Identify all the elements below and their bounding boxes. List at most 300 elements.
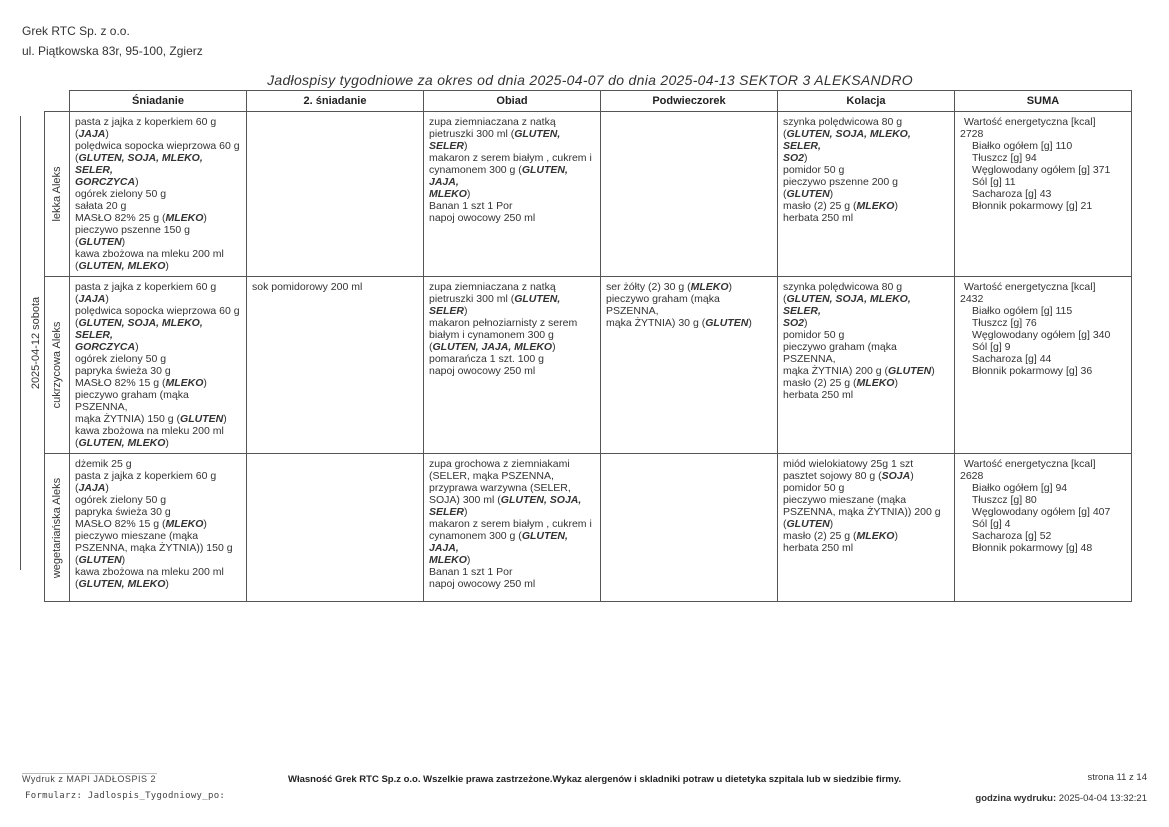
meal-line [75, 176, 241, 188]
meal-text: makaron z serem białym , cukrem i [429, 152, 592, 164]
meal-line [429, 317, 595, 329]
nutrition-line: Wartość energetyczna [kcal] [964, 458, 1096, 470]
meal-text: ( [783, 128, 787, 140]
print-time-value: 2025-04-04 13:32:21 [1058, 793, 1147, 804]
diet-label: cukrzycowa Aleks [51, 321, 63, 409]
diet-row [45, 454, 1132, 602]
meal-text: makaron z serem białym , cukrem i [429, 518, 592, 530]
meal-line [75, 425, 241, 437]
meal-line [783, 530, 949, 542]
meal-line [75, 224, 241, 248]
nutrition-line: Tłuszcz [g] 80 [972, 494, 1037, 506]
meal-text: ( [75, 128, 79, 140]
meal-text: ( [75, 482, 79, 494]
meal-text: ) [203, 377, 207, 389]
meal-text: pomidor 50 g [783, 164, 845, 176]
meal-line [429, 140, 595, 152]
meal-line [429, 353, 595, 365]
meal-text: ) [829, 188, 834, 200]
meal-cell [601, 454, 778, 602]
diet-row [45, 112, 1132, 277]
meal-text: kawa zbożowa na mleku 200 ml [75, 248, 224, 260]
nutrition-line: 2432 [960, 293, 984, 305]
print-time [975, 793, 1147, 804]
footer-source: Wydruk z MAPI JADŁOSPIS 2 [22, 774, 156, 784]
meal-text: ) [804, 152, 808, 164]
meal-cell [247, 454, 424, 602]
meal-text: kawa zbożowa na mleku 200 ml [75, 425, 224, 437]
meal-line [783, 116, 949, 128]
meal-text: Banan 1 szt 1 Por [429, 200, 513, 212]
meal-line [606, 281, 772, 293]
meal-line [429, 281, 595, 293]
meal-cell [247, 112, 424, 277]
allergen-text: MLEKO [165, 518, 204, 530]
meal-text: pomidor 50 g [783, 482, 845, 494]
meal-text: ) [105, 293, 109, 305]
meal-cell [70, 277, 247, 454]
column-header: Obiad [424, 91, 601, 112]
date-label: 2025-04-12 sobota [30, 296, 42, 390]
meal-line [75, 458, 241, 470]
meal-text: ) [165, 578, 169, 590]
meal-text: ( [75, 260, 79, 272]
meal-line [75, 305, 241, 317]
meal-line [783, 506, 949, 518]
meal-text: ) [552, 341, 556, 353]
meal-line [606, 317, 772, 329]
allergen-text: GLUTEN, MLEKO [78, 437, 166, 449]
meal-line [75, 248, 241, 260]
meal-line [429, 341, 595, 353]
meal-text: masło (2) 25 g ( [783, 377, 857, 389]
nutrition-line: Białko ogółem [g] 110 [972, 140, 1073, 152]
meal-text: napoj owocowy 250 ml [429, 578, 536, 590]
meal-text: cynamonem 300 g ( [429, 164, 522, 176]
allergen-text: GLUTEN, JAJA, [429, 530, 568, 554]
allergen-text: GLUTEN [786, 188, 830, 200]
meal-text: polędwica sopocka wieprzowa 60 g [75, 305, 240, 317]
meal-line [783, 518, 949, 530]
meal-text: ( [75, 578, 79, 590]
meal-text: pieczywo mieszane (mąka [75, 530, 199, 542]
meal-text: ogórek zielony 50 g [75, 188, 167, 200]
meal-text: masło (2) 25 g ( [783, 200, 857, 212]
nutrition-line: Tłuszcz [g] 94 [972, 152, 1037, 164]
page-number: strona 11 z 14 [1087, 772, 1147, 783]
nutrition-line: 2728 [960, 128, 984, 140]
meal-text: ) [464, 140, 468, 152]
meal-text: ) [829, 518, 834, 530]
meal-line [75, 116, 241, 128]
nutrition-line: Błonnik pokarmowy [g] 48 [972, 542, 1093, 554]
allergen-text: SO2 [783, 317, 805, 329]
meal-line [429, 200, 595, 212]
meal-line [783, 329, 949, 341]
allergen-text: SO2 [783, 152, 805, 164]
meal-line [429, 365, 595, 377]
meal-text: pieczywo graham (mąka PSZENNA, [783, 341, 897, 365]
meal-text: pomidor 50 g [783, 329, 845, 341]
meal-line [429, 458, 595, 470]
meal-line [75, 482, 241, 494]
meal-text: PSZENNA, mąka ŻYTNIA)) 150 g [75, 542, 233, 554]
nutrition-line: Błonnik pokarmowy [g] 21 [972, 200, 1093, 212]
meal-text: polędwica sopocka wieprzowa 60 g [75, 140, 240, 152]
print-time-label: godzina wydruku: [975, 793, 1057, 804]
nutrition-line: Sacharoza [g] 52 [972, 530, 1052, 542]
allergen-text: GLUTEN [180, 413, 224, 425]
meal-cell [70, 454, 247, 602]
allergen-text: MLEKO [429, 554, 467, 566]
meal-text: ( [429, 341, 433, 353]
meal-line [75, 200, 241, 212]
meal-line [75, 281, 241, 293]
column-header: 2. śniadanie [247, 91, 424, 112]
allergen-text: GLUTEN, SOJA, [500, 494, 582, 506]
meal-text: herbata 250 ml [783, 542, 854, 554]
meal-text: herbata 250 ml [783, 389, 854, 401]
nutrition-line: Węglowodany ogółem [g] 340 [972, 329, 1111, 341]
meal-line [429, 128, 595, 140]
meal-line [429, 518, 595, 530]
meal-text: dżemik 25 g [75, 458, 132, 470]
meal-cell [247, 277, 424, 454]
meal-text: ) [804, 317, 808, 329]
meal-text: pieczywo pszenne 200 g ( [783, 176, 898, 200]
meal-text: ) [894, 377, 898, 389]
meal-line [75, 353, 241, 365]
meal-text: pasta z jajka z koperkiem 60 g [75, 116, 217, 128]
meal-line [783, 200, 949, 212]
diet-cell [45, 112, 70, 277]
allergen-text: GLUTEN, SOJA, MLEKO, SELER, [75, 152, 203, 176]
meal-text: ) [466, 554, 471, 566]
allergen-text: MLEKO [165, 212, 204, 224]
meal-text: zupa ziemniaczana z natką [429, 281, 556, 293]
meal-line [783, 281, 949, 293]
meal-text: ) [105, 128, 109, 140]
meal-line [75, 389, 241, 413]
diet-label: wegetariańska Aleks [51, 477, 63, 578]
document-title: Jadłospisy tygodniowe za okres od dnia 2025-04-07 do dnia 2025-04-13 SEKTOR 3 ALEKSANDRO [267, 72, 913, 88]
allergen-text: GLUTEN [888, 365, 932, 377]
meal-text: sok pomidorowy 200 ml [252, 281, 363, 293]
meal-text: herbata 250 ml [783, 212, 854, 224]
allergen-text: SELER [429, 305, 465, 317]
meal-text: pieczywo pszenne 150 g ( [75, 224, 190, 248]
nutrition-line: Białko ogółem [g] 94 [972, 482, 1068, 494]
meal-line [783, 458, 949, 470]
company-name: Grek RTC Sp. z o.o. [22, 24, 130, 38]
column-header: SUMA [955, 91, 1132, 112]
meal-text: pieczywo mieszane (mąka [783, 494, 907, 506]
allergen-text: JAJA [78, 482, 106, 494]
column-header: Podwieczorek [601, 91, 778, 112]
allergen-text: GLUTEN, JAJA, [429, 164, 568, 188]
meal-text: pasta z jajka z koperkiem 60 g [75, 281, 217, 293]
meal-line [75, 140, 241, 152]
allergen-text: MLEKO [165, 377, 204, 389]
nutrition-line: Błonnik pokarmowy [g] 36 [972, 365, 1093, 377]
meal-line [75, 518, 241, 530]
allergen-text: MLEKO [690, 281, 729, 293]
meal-line [75, 530, 241, 542]
meal-line [783, 470, 949, 482]
meal-text: ) [728, 281, 733, 293]
nutrition-line: Sól [g] 9 [972, 341, 1011, 353]
meal-line [429, 188, 595, 200]
meal-line [75, 188, 241, 200]
sum-cell [955, 454, 1132, 602]
meal-line [429, 164, 595, 188]
meal-text: MASŁO 82% 15 g ( [75, 377, 166, 389]
allergen-text: GLUTEN, SOJA, MLEKO, SELER, [783, 293, 911, 317]
nutrition-line: Sacharoza [g] 44 [972, 353, 1052, 365]
allergen-text: GLUTEN [78, 554, 122, 566]
allergen-text: GLUTEN, [514, 128, 561, 140]
meal-text: miód wielokiatowy 25g 1 szt [783, 458, 914, 470]
meal-line [252, 281, 418, 293]
allergen-text: GLUTEN [705, 317, 749, 329]
meal-line [783, 482, 949, 494]
meal-line [429, 212, 595, 224]
sum-cell [955, 277, 1132, 454]
meal-line [783, 542, 949, 554]
meal-line [429, 506, 595, 518]
meal-line [75, 212, 241, 224]
meal-cell [601, 112, 778, 277]
meal-text: mąka ŻYTNIA) 150 g ( [75, 413, 181, 425]
meal-line [75, 128, 241, 140]
meal-text: sałata 20 g [75, 200, 127, 212]
meal-text: ) [165, 437, 169, 449]
meal-text: ogórek zielony 50 g [75, 494, 167, 506]
meal-line [783, 128, 949, 152]
meal-text: SOJA) 300 ml ( [429, 494, 501, 506]
meal-text: mąka ŻYTNIA) 200 g ( [783, 365, 889, 377]
meal-line [75, 437, 241, 449]
meal-line [783, 494, 949, 506]
header-row [45, 91, 1132, 112]
meal-cell [778, 277, 955, 454]
allergen-text: SOJA [881, 470, 911, 482]
meal-line [783, 176, 949, 200]
meal-text: ( [75, 293, 79, 305]
meal-line [783, 293, 949, 317]
meal-text: pietruszki 300 ml ( [429, 293, 515, 305]
meal-text: ) [135, 176, 139, 188]
meal-cell [601, 277, 778, 454]
meal-text: (SELER, mąka PSZENNA, [429, 470, 554, 482]
meal-text: pietruszki 300 ml ( [429, 128, 515, 140]
meal-text: MASŁO 82% 25 g ( [75, 212, 166, 224]
meal-text: ) [165, 260, 169, 272]
date-divider-line [20, 116, 21, 570]
nutrition-line: Węglowodany ogółem [g] 371 [972, 164, 1111, 176]
meal-text: ) [894, 200, 898, 212]
meal-line [783, 212, 949, 224]
column-header: Śniadanie [70, 91, 247, 112]
nutrition-line: Sól [g] 11 [972, 176, 1016, 188]
meal-text: masło (2) 25 g ( [783, 530, 857, 542]
meal-text: ( [75, 437, 79, 449]
meal-cell [424, 277, 601, 454]
meal-text: PSZENNA, mąka ŻYTNIA)) 200 g [783, 506, 941, 518]
meal-text: MASŁO 82% 15 g ( [75, 518, 166, 530]
meal-line [783, 317, 949, 329]
meal-text: napoj owocowy 250 ml [429, 365, 536, 377]
allergen-text: GLUTEN, JAJA, MLEKO [432, 341, 553, 353]
meal-text: ) [894, 530, 898, 542]
meal-text: cynamonem 300 g ( [429, 530, 522, 542]
meal-cell [778, 112, 955, 277]
meal-text: białym i cynamonem 300 g [429, 329, 554, 341]
meal-text: ogórek zielony 50 g [75, 353, 167, 365]
meal-text: ser żółty (2) 30 g ( [606, 281, 691, 293]
meal-text: ( [75, 554, 79, 566]
nutrition-line: Sól [g] 4 [972, 518, 1011, 530]
meal-text: ) [223, 413, 227, 425]
meal-text: ) [910, 470, 914, 482]
diet-label: lekka Aleks [51, 166, 63, 222]
meal-text: przyprawa warzywna (SELER, [429, 482, 571, 494]
meal-text: szynka polędwicowa 80 g [783, 281, 903, 293]
meal-line [75, 260, 241, 272]
meal-text: pieczywo graham (mąka PSZENNA, [606, 293, 720, 317]
meal-line [429, 152, 595, 164]
allergen-text: JAJA [78, 293, 106, 305]
meal-line [429, 482, 595, 494]
meal-line [75, 413, 241, 425]
meal-text: pasta z jajka z koperkiem 60 g [75, 470, 217, 482]
corner-cell [45, 91, 70, 112]
meal-line [75, 566, 241, 578]
meal-line [75, 542, 241, 554]
allergen-text: MLEKO [429, 188, 467, 200]
allergen-text: GLUTEN [78, 236, 122, 248]
nutrition-line: Tłuszcz [g] 76 [972, 317, 1037, 329]
meal-line [783, 152, 949, 164]
meal-line [783, 341, 949, 365]
meal-text: napoj owocowy 250 ml [429, 212, 536, 224]
meal-cell [424, 454, 601, 602]
meal-text: pieczywo graham (mąka PSZENNA, [75, 389, 189, 413]
meal-line [75, 470, 241, 482]
meal-text: ) [121, 554, 126, 566]
nutrition-line: 2628 [960, 470, 984, 482]
meal-line [429, 470, 595, 482]
meal-line [75, 341, 241, 353]
meal-text: ) [464, 305, 468, 317]
meal-text: zupa ziemniaczana z natką [429, 116, 556, 128]
allergen-text: GLUTEN, MLEKO [78, 578, 166, 590]
allergen-text: GLUTEN, SOJA, MLEKO, SELER, [783, 128, 911, 152]
meal-text: ) [105, 482, 109, 494]
meal-line [429, 293, 595, 305]
meal-line [75, 152, 241, 176]
company-address: ul. Piątkowska 83r, 95-100, Zgierz [22, 44, 203, 58]
allergen-text: GORCZYCA [75, 176, 136, 188]
allergen-text: GLUTEN [786, 518, 830, 530]
meal-line [606, 293, 772, 317]
meal-line [429, 554, 595, 566]
meal-line [75, 506, 241, 518]
meal-line [429, 578, 595, 590]
meal-line [783, 365, 949, 377]
allergen-text: MLEKO [856, 377, 895, 389]
meal-text: ) [466, 188, 471, 200]
meal-text: ) [748, 317, 752, 329]
meal-line [429, 566, 595, 578]
meal-text: papryka świeża 30 g [75, 506, 171, 518]
allergen-text: JAJA [78, 128, 106, 140]
meal-text: pomarańcza 1 szt. 100 g [429, 353, 544, 365]
diet-cell [45, 277, 70, 454]
menu-table [44, 90, 1132, 602]
meal-line [75, 554, 241, 566]
diet-row [45, 277, 1132, 454]
meal-line [75, 293, 241, 305]
meal-text: ) [464, 506, 468, 518]
footer-form: Formularz: Jadlospis_Tygodniowy_po: [25, 791, 226, 801]
allergen-text: SELER [429, 506, 465, 518]
meal-text: ( [783, 518, 787, 530]
column-header: Kolacja [778, 91, 955, 112]
meal-line [783, 164, 949, 176]
meal-text: ) [203, 518, 207, 530]
meal-cell [70, 112, 247, 277]
sum-cell [955, 112, 1132, 277]
allergen-text: SELER [429, 140, 465, 152]
meal-cell [778, 454, 955, 602]
meal-line [75, 377, 241, 389]
meal-text: ) [931, 365, 935, 377]
meal-line [783, 389, 949, 401]
nutrition-line: Wartość energetyczna [kcal] [964, 116, 1096, 128]
meal-text: szynka polędwicowa 80 g [783, 116, 903, 128]
meal-text: pasztet sojowy 80 g ( [783, 470, 882, 482]
meal-text: Banan 1 szt 1 Por [429, 566, 513, 578]
meal-text: ) [203, 212, 207, 224]
allergen-text: GORCZYCA [75, 341, 136, 353]
meal-text: ) [135, 341, 139, 353]
allergen-text: MLEKO [856, 200, 895, 212]
meal-cell [424, 112, 601, 277]
nutrition-line: Białko ogółem [g] 115 [972, 305, 1073, 317]
nutrition-line: Wartość energetyczna [kcal] [964, 281, 1096, 293]
meal-line [429, 305, 595, 317]
meal-text: makaron pełnoziarnisty z serem [429, 317, 578, 329]
diet-cell [45, 454, 70, 602]
meal-text: ( [783, 293, 787, 305]
nutrition-line: Sacharoza [g] 43 [972, 188, 1052, 200]
footer-ownership: Własność Grek RTC Sp.z o.o. Wszelkie prawa zastrzeżone.Wykaz alergenów i skladniki potraw u dietetyka szpitala lub w siedzibie firmy. [288, 774, 902, 785]
allergen-text: MLEKO [856, 530, 895, 542]
meal-text: mąka ŻYTNIA) 30 g ( [606, 317, 706, 329]
meal-text: ( [75, 152, 79, 164]
meal-line [429, 116, 595, 128]
meal-line [75, 578, 241, 590]
meal-line [429, 329, 595, 341]
meal-line [429, 530, 595, 554]
meal-line [783, 377, 949, 389]
allergen-text: GLUTEN, SOJA, MLEKO, SELER, [75, 317, 203, 341]
allergen-text: GLUTEN, [514, 293, 561, 305]
meal-line [75, 317, 241, 341]
meal-line [429, 494, 595, 506]
meal-line [75, 494, 241, 506]
